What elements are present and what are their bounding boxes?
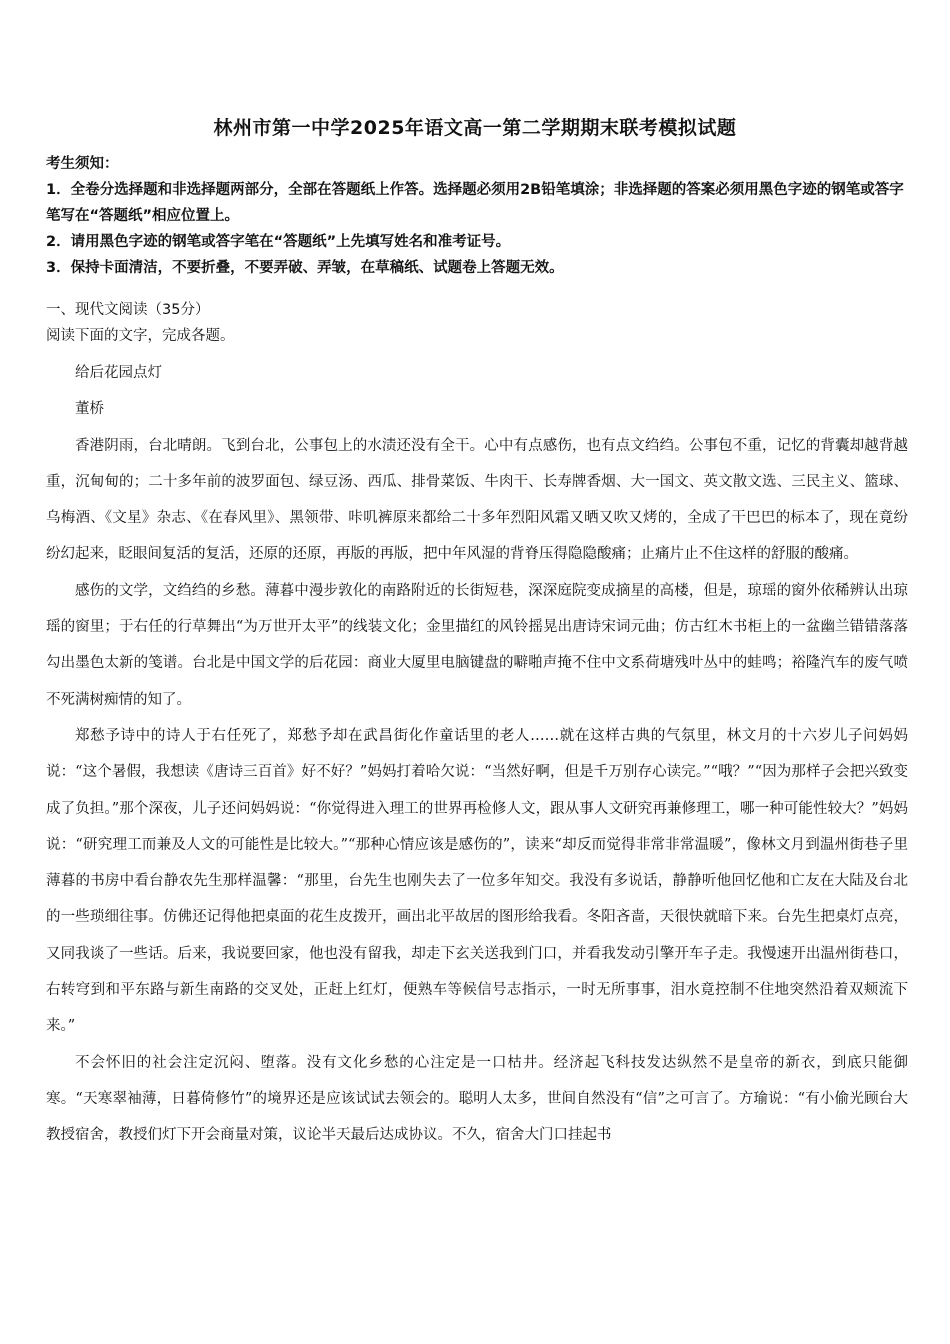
- section-heading: 一、现代文阅读（35分）: [46, 302, 210, 318]
- article-paragraph: 郑愁予诗中的诗人于右任死了，郑愁予却在武昌街化作童话里的老人……就在这样古典的气氛里，林文月的十六岁儿子问妈妈说：“这个暑假，我想读《唐诗三百首》好不好？”妈妈打着哈欠说：“当然好啊，但是千万别存心读完。”“哦？”“因为那样子会把兴致变成了负担。”那个深夜，儿子还问妈妈说：“你觉得进入理工的世界再检修人文，跟从事人文研究再兼修理工，哪一种可能性较大？”妈妈说：“研究理工而兼及人文的可能性是比较大。”“那种心情应该是感伤的”，读来“却反而觉得非常非常温暖”，像林文月到温州街巷子里薄暮的书房中看台静农先生那样温馨：“那里，台先生也刚失去了一位多年知交。我没有多说话，静静听他回忆他和亡友在大陆及台北的一些琐细往事。仿佛还记得他把桌面的花生皮拨开，画出北平故居的图形给我看。冬阳吝啬，天很快就暗下来。台先生把桌灯点亮，又同我谈了一些话。后来，我说要回家，他也没有留我，却走下玄关送我到门口，并看我发动引擎开车子走。我慢速开出温州街巷口，右转穹到和平东路与新生南路的交叉处，正赶上红灯，便熟车等候信号志指示，一时无所事事，泪水竟控制不住地突然沿着双颊流下来。”: [46, 727, 908, 1035]
- article-author: 董桥: [75, 401, 104, 418]
- article-title: 给后花园点灯: [75, 365, 162, 381]
- notice-heading: 考生须知：: [46, 156, 119, 172]
- section-header: [46, 297, 916, 349]
- exam-notice: [46, 151, 916, 281]
- notice-item: 3．保持卡面清洁，不要折叠，不要弄破、弄皱，在草稿纸、试题卷上答题无效。: [46, 260, 564, 276]
- article-paragraph: 香港阴雨，台北晴朗。飞到台北，公事包上的水渍还没有全干。心中有点感伤，也有点文绉绉。公事包不重，记忆的背囊却越背越重，沉甸甸的；二十多年前的波罗面包、绿豆汤、西瓜、排骨菜饭、牛肉干、长寿牌香烟、大一国文、英文散文选、三民主义、篮球、乌梅酒、《文星》杂志、《在春风里》、黑领带、咔叽裤原来都给二十多年烈阳风霜又晒又吹又烤的，全成了干巴巴的标本了，现在竟纷纷幻起来，眨眼间复活的复活，还原的还原，再版的再版，把中年风湿的背脊压得隐隐酸痛；止痛片止不住这样的舒服的酸痛。: [46, 437, 908, 563]
- article-body: [46, 355, 908, 1154]
- article-paragraph: 不会怀旧的社会注定沉闷、堕落。没有文化乡愁的心注定是一口枯井。经济起飞科技发达纵然不是皇帝的新衣，到底只能御寒。“天寒翠袖薄，日暮倚修竹”的境界还是应该试试去领会的。聪明人太多，世间自然没有“信”之可言了。方瑜说：“有小偷光顾台大教授宿舍，教授们灯下开会商量对策，议论半天最后达成协议。不久，宿舍大门口挂起书: [46, 1054, 908, 1144]
- document-title: 林州市第一中学2025年语文高一第二学期期末联考模拟试题: [213, 117, 737, 139]
- notice-item: 2．请用黑色字迹的钢笔或答字笔在“答题纸”上先填写姓名和准考证号。: [46, 234, 511, 250]
- notice-item: 1．全卷分选择题和非选择题两部分，全部在答题纸上作答。选择题必须用2B铅笔填涂；非选择题的答案必须用黑色字迹的钢笔或答字笔写在“答题纸”相应位置上。: [46, 182, 904, 224]
- article-paragraph: 感伤的文学，文绉绉的乡愁。薄暮中漫步敦化的南路附近的长街短巷，深深庭院变成摘星的高楼，但是，琼瑶的窗外依稀辨认出琼瑶的窗里；于右任的行草舞出“为万世开太平”的线装文化；金里描红的风铃摇晃出唐诗宋词元曲；仿古红木书柜上的一盆幽兰错错落落勾出墨色太新的笺谱。台北是中国文学的后花园：商业大厦里电脑键盘的噼啪声掩不住中文系荷塘残叶丛中的蛙鸣；裕隆汽车的废气喷不死满树痴情的知了。: [46, 582, 908, 708]
- section-instruction: 阅读下面的文字，完成各题。: [46, 328, 235, 344]
